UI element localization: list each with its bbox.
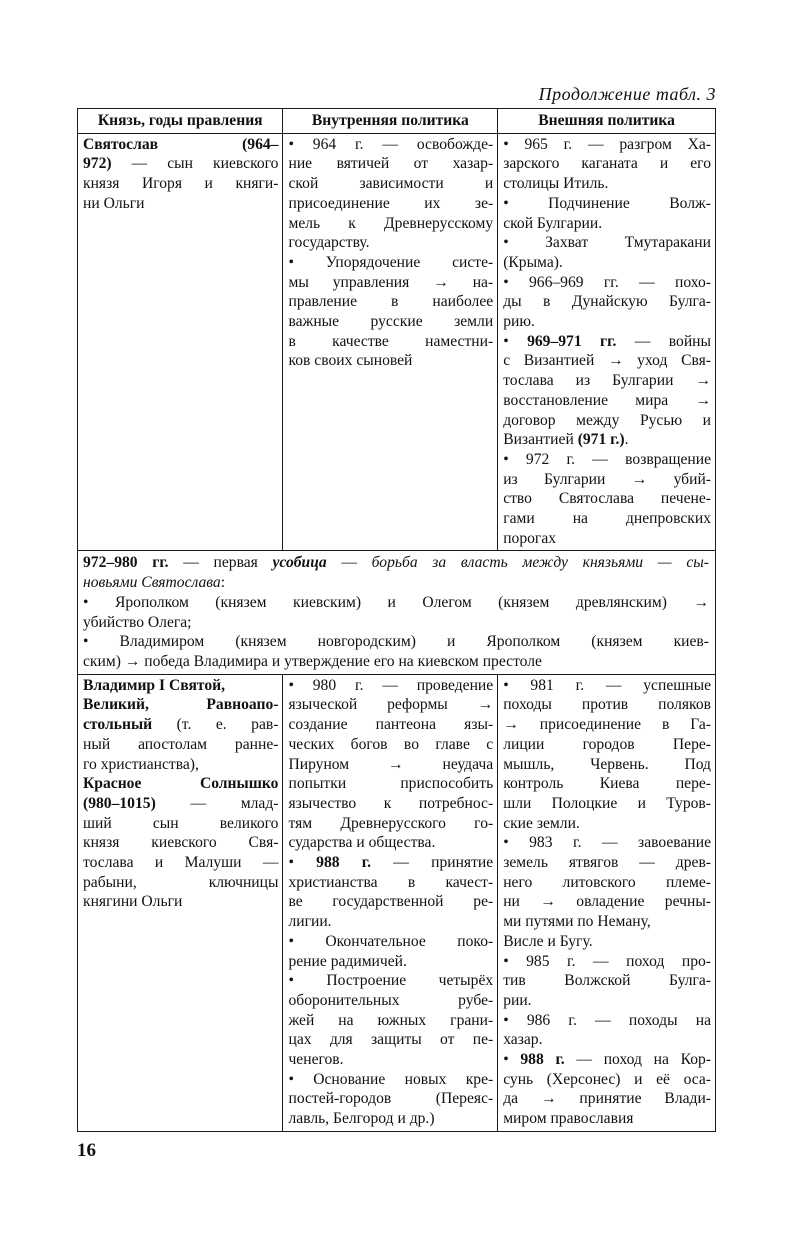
- text-line: Пируном → неудача: [288, 755, 494, 773]
- text-line: лигии.: [288, 913, 332, 931]
- text-line: государству.: [288, 234, 370, 252]
- text-line: попытки приспособить: [288, 775, 494, 793]
- text-line: Красное Солнышко: [83, 775, 279, 793]
- text-line: ды в Дунайскую Булга-: [503, 293, 711, 311]
- text-line: князя киевского Свя-: [83, 834, 279, 852]
- text-line: ший сын великого: [83, 814, 279, 832]
- header-external-policy: Внешняя политика: [498, 109, 716, 134]
- text-line: договор между Русью и: [503, 411, 711, 429]
- text-line: • Окончательное поко-: [288, 932, 494, 950]
- table-row-vladimir: [78, 674, 716, 1131]
- text-line: присоединение их зе-: [288, 194, 494, 212]
- text-line: гами на днепровских: [503, 510, 711, 528]
- text-line: • Упорядочение систе-: [288, 253, 494, 271]
- text-line: цах для защиты от пе-: [288, 1031, 494, 1049]
- text-line: в качестве наместни-: [288, 332, 494, 350]
- table-row-svyatoslav: [78, 133, 716, 551]
- cell-internal: [283, 674, 498, 1131]
- text-line: мель к Древнерусскому: [288, 214, 494, 232]
- text-line: Владимир I Святой,: [83, 676, 226, 694]
- text-line: ство Святослава печене-: [503, 490, 711, 508]
- text-line: • Подчинение Волж-: [503, 194, 711, 212]
- text-line: князя Игоря и княги-: [83, 175, 279, 193]
- text-line: постей-городов (Переяс-: [288, 1090, 494, 1108]
- table-header-row: [78, 109, 716, 134]
- text-line: 972–980 гг. — первая усобица — борьба за власть между князьями — сы-: [83, 554, 709, 572]
- text-line: порогах: [503, 529, 557, 547]
- text-line: тив Волжской Булга-: [503, 972, 711, 990]
- header-prince: Князь, годы правления: [78, 109, 283, 134]
- text-line: Византией (971 г.).: [503, 431, 629, 449]
- text-line: ской зависимости и: [288, 175, 494, 193]
- text-line: него литовского племе-: [503, 873, 711, 891]
- text-line: • 986 г. — походы на: [503, 1011, 711, 1029]
- text-line: го христианства),: [83, 755, 199, 773]
- header-internal-policy: Внутренняя политика: [283, 109, 498, 134]
- text-line: → присоединение в Га-: [503, 716, 711, 734]
- text-line: языческой реформы →: [288, 696, 494, 714]
- text-line: Великий, Равноапо-: [83, 696, 279, 714]
- text-line: • Основание новых кре-: [288, 1070, 494, 1088]
- text-line: • Владимиром (князем новгородским) и Ярополком (князем киев-: [83, 633, 709, 651]
- text-line: да → принятие Влади-: [503, 1090, 711, 1108]
- text-line: стольный (т. е. рав-: [83, 716, 279, 734]
- text-line: рию.: [503, 313, 535, 331]
- text-line: мы управления → на-: [288, 273, 494, 291]
- text-line: • Захват Тмутаракани: [503, 234, 711, 252]
- text-line: • 965 г. — разгром Ха-: [503, 135, 711, 153]
- text-line: важные русские земли: [288, 313, 494, 331]
- text-line: оборонительных рубе-: [288, 991, 494, 1009]
- text-line: • 988 г. — принятие: [288, 854, 494, 872]
- text-line: шли Полоцкие и Туров-: [503, 794, 711, 812]
- history-table: [77, 108, 716, 1132]
- text-line: лавль, Белгород и др.): [288, 1110, 435, 1128]
- text-line: походы против поляков: [503, 696, 711, 714]
- text-line: Висле и Бугу.: [503, 932, 593, 950]
- text-line: из Булгарии → убий-: [503, 470, 711, 488]
- text-line: рии.: [503, 991, 532, 1009]
- table-caption: Продолжение табл. 3: [538, 84, 716, 104]
- text-line: ни → овладение речны-: [503, 893, 711, 911]
- text-line: ни Ольги: [83, 194, 145, 212]
- text-line: лиции городов Пере-: [503, 735, 711, 753]
- text-line: мышль, Червень. Под: [503, 755, 711, 773]
- text-line: восстановление мира →: [503, 391, 711, 409]
- text-line: • 983 г. — завоевание: [503, 834, 711, 852]
- text-line: зарского каганата и его: [503, 155, 711, 173]
- text-line: ские земли.: [503, 814, 580, 832]
- text-line: • Ярополком (князем киевским) и Олегом (князем древлянским) →: [83, 593, 709, 611]
- text-line: Святослав (964–: [83, 135, 279, 153]
- text-line: хазар.: [503, 1031, 543, 1049]
- text-line: • 964 г. — освобожде-: [288, 135, 494, 153]
- text-line: (980–1015) — млад-: [83, 794, 279, 812]
- text-line: 972) — сын киевского: [83, 155, 279, 173]
- text-line: (Крыма).: [503, 253, 563, 271]
- text-line: убийство Олега;: [83, 613, 192, 631]
- text-line: • 981 г. — успешные: [503, 676, 711, 694]
- text-line: • 985 г. — поход про-: [503, 952, 711, 970]
- text-line: тослава из Булгарии →: [503, 372, 711, 390]
- text-line: язычество к потребнос-: [288, 794, 494, 812]
- text-line: ков своих сыновей: [288, 352, 413, 370]
- text-line: новьями Святослава:: [83, 574, 226, 592]
- cell-prince: [78, 674, 283, 1131]
- text-line: столицы Итиль.: [503, 175, 609, 193]
- text-line: • 980 г. — проведение: [288, 676, 494, 694]
- cell-external: [498, 133, 716, 551]
- text-line: ве государственной ре-: [288, 893, 494, 911]
- text-line: контроль Киева пере-: [503, 775, 711, 793]
- text-line: сунь (Херсонес) и её оса-: [503, 1070, 711, 1088]
- text-line: • 988 г. — поход на Кор-: [503, 1051, 712, 1069]
- text-line: ный апостолам ранне-: [83, 735, 279, 753]
- text-line: сударства и общества.: [288, 834, 436, 852]
- text-line: создание пантеона язы-: [288, 716, 494, 734]
- text-line: княгини Ольги: [83, 893, 183, 911]
- text-line: земель ятвягов — древ-: [503, 854, 711, 872]
- cell-internal: [283, 133, 498, 551]
- page-number: 16: [77, 1140, 96, 1161]
- text-line: ской Булгарии.: [503, 214, 603, 232]
- cell-external: [498, 674, 716, 1131]
- text-line: миром православия: [503, 1110, 634, 1128]
- text-line: тям Древнерусского го-: [288, 814, 494, 832]
- text-line: рабыни, ключницы: [83, 873, 279, 891]
- text-line: с Византией → уход Свя-: [503, 352, 711, 370]
- text-line: ческих богов во главе с: [288, 735, 494, 753]
- text-line: • 972 г. — возвращение: [503, 450, 711, 468]
- text-line: • 966–969 гг. — похо-: [503, 273, 711, 291]
- text-line: ским) → победа Владимира и утверждение его на киевском престоле: [83, 652, 542, 670]
- text-line: • Построение четырёх: [288, 972, 494, 990]
- cell-civil-strife: [78, 551, 716, 674]
- text-line: жей на южных грани-: [288, 1011, 494, 1029]
- cell-prince: [78, 133, 283, 551]
- table-row-civil-strife: [78, 551, 716, 674]
- text-line: христианства в качест-: [288, 873, 494, 891]
- text-line: • 969–971 гг. — войны: [503, 332, 711, 350]
- text-line: правление в наиболее: [288, 293, 494, 311]
- text-line: тослава и Малуши —: [83, 854, 279, 872]
- text-line: ние вятичей от хазар-: [288, 155, 494, 173]
- text-line: ми путями по Неману,: [503, 913, 651, 931]
- text-line: рение радимичей.: [288, 952, 407, 970]
- text-line: ченегов.: [288, 1051, 344, 1069]
